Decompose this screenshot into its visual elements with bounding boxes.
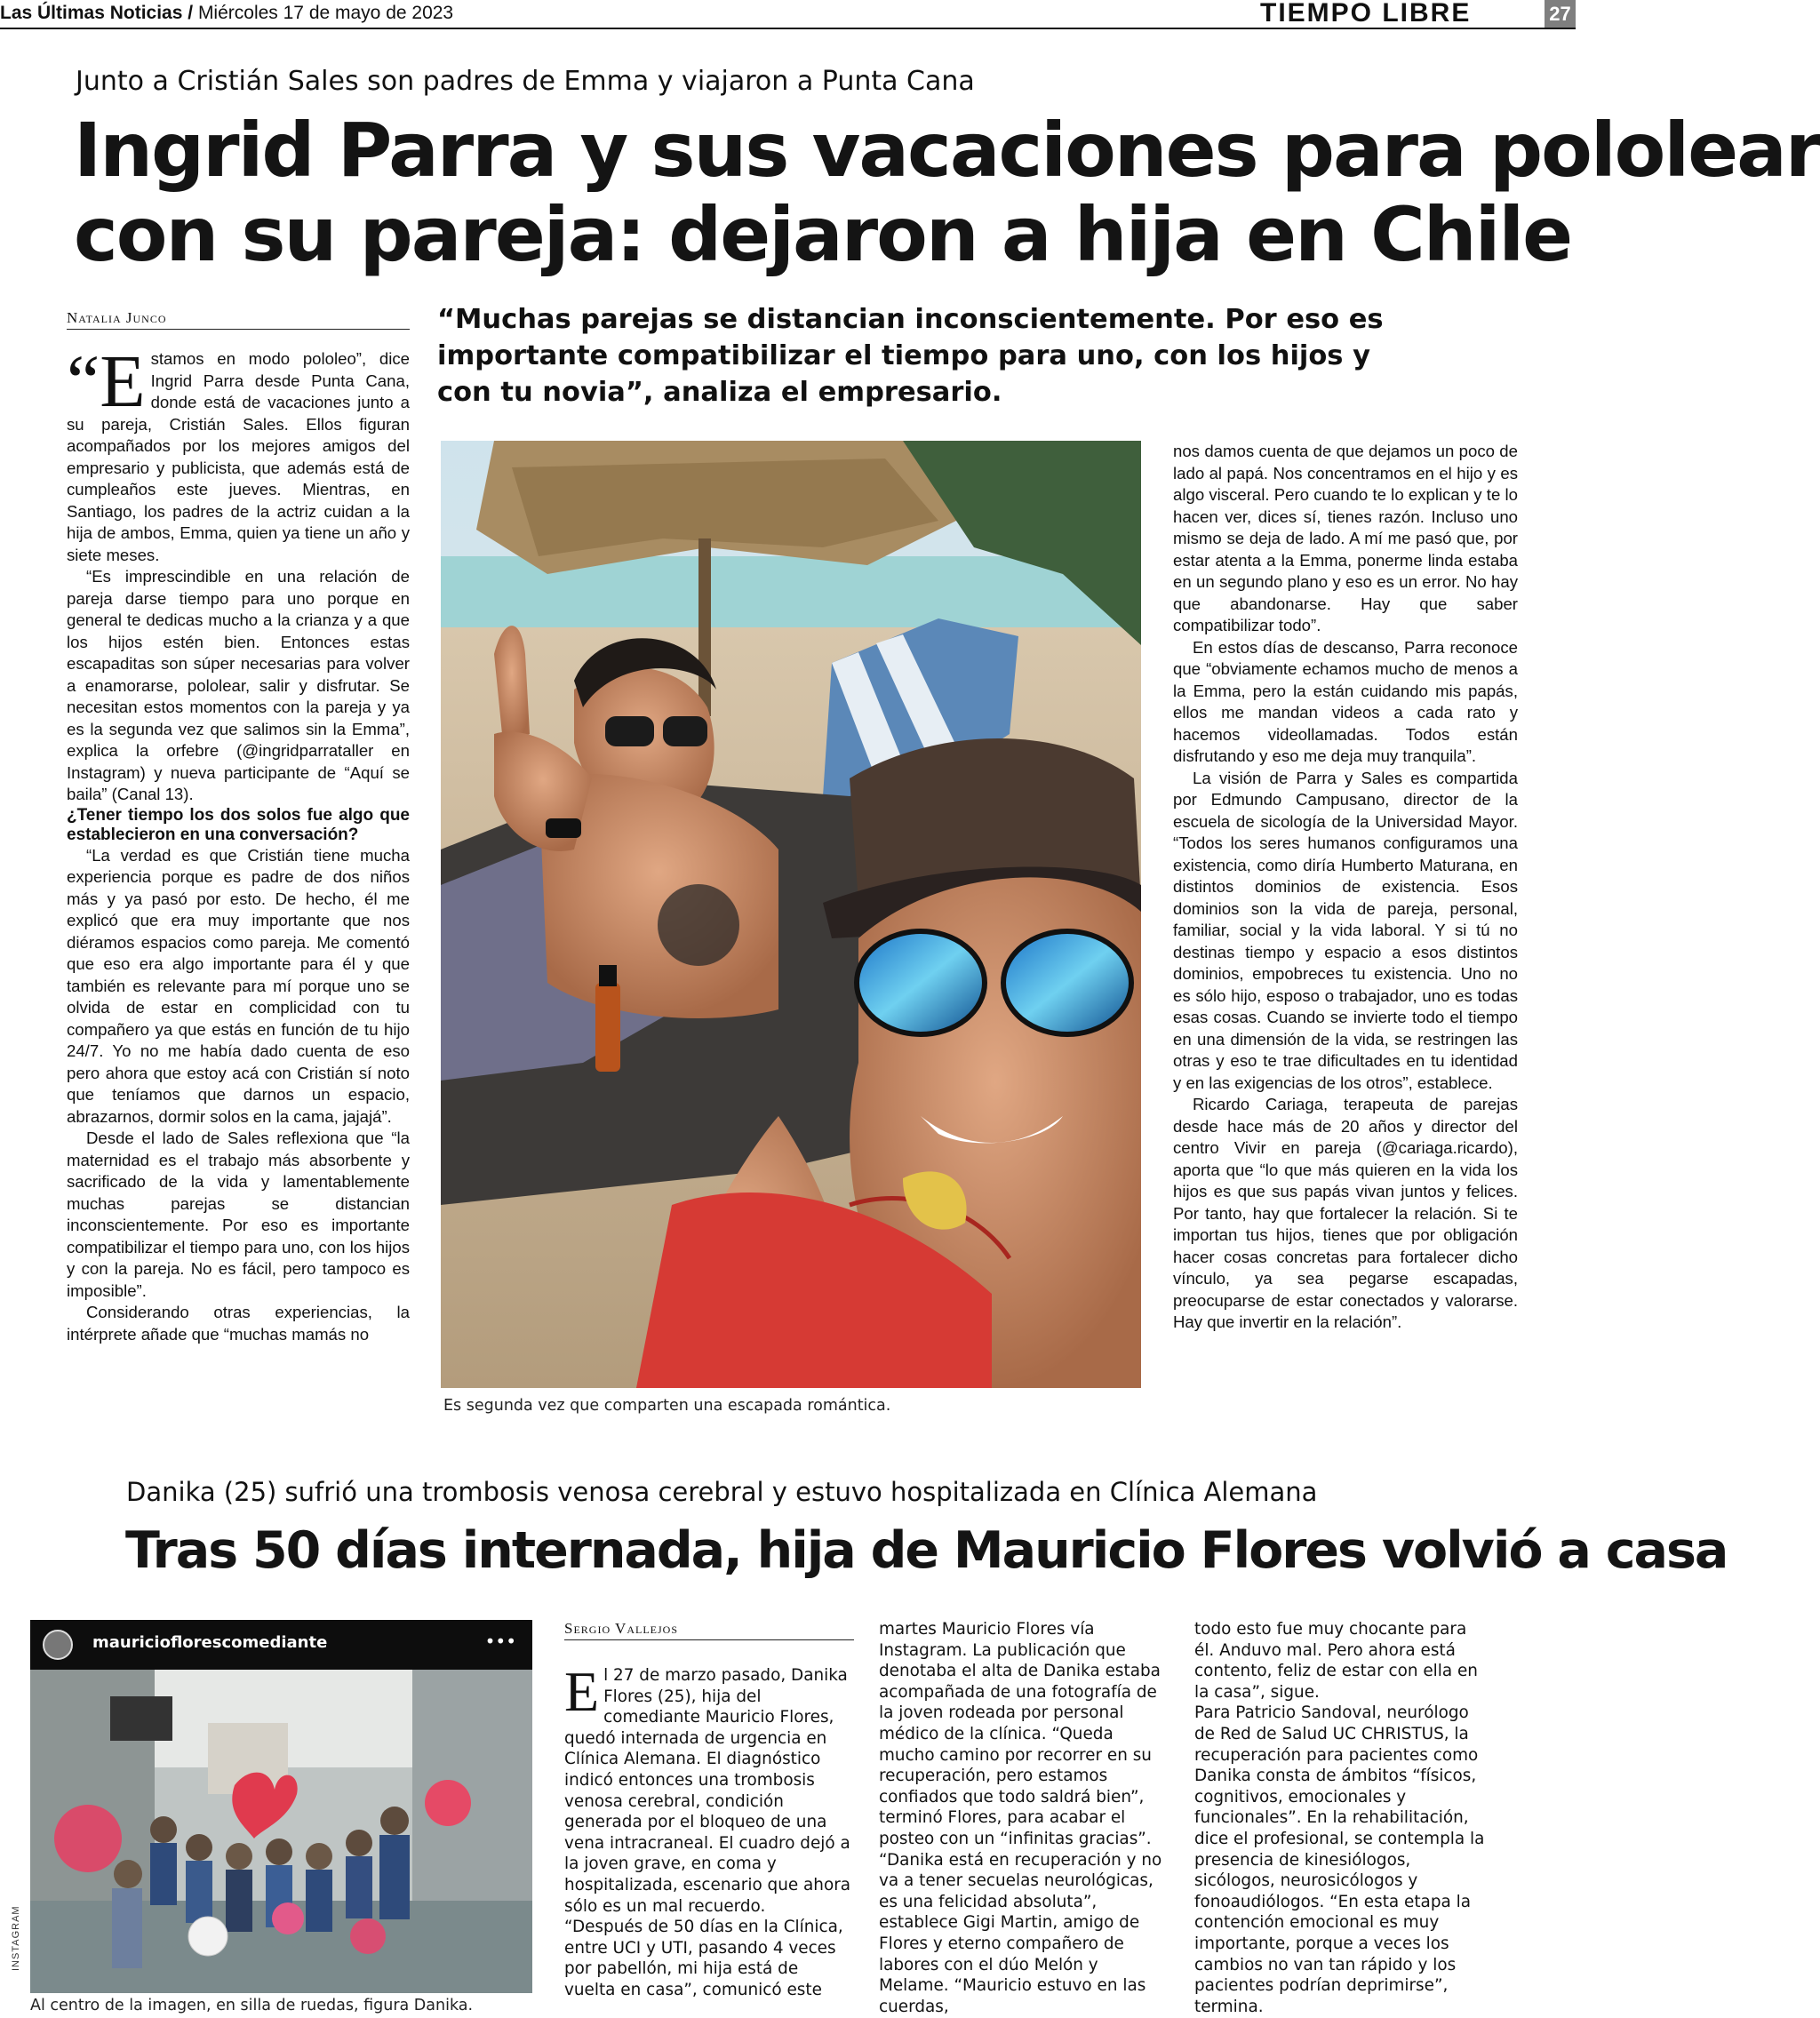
article2-column-3: [1194, 1619, 1488, 2018]
article2-headline: Tras 50 días internada, hija de Mauricio Flores volvió a casa: [125, 1521, 1728, 1580]
article2-photo-caption: Al centro de la imagen, en silla de ruedas, figura Danika.: [30, 1997, 474, 2014]
article1-dropcap: “E: [67, 340, 146, 423]
avatar: [43, 1630, 73, 1660]
section-title: TIEMPO LIBRE: [1260, 0, 1472, 28]
article1-headline-line1: Ingrid Parra y sus vacaciones para pololear: [74, 107, 1820, 194]
article1-paragraph: Desde el lado de Sales reflexiona que “la maternidad es el trabajo más absorbente y sacrificado de la vida y lamentablemente muchas parejas se distancian inconscientemente. Por eso es importante compatibilizar el tiempo para uno, con los hijos y con la pareja. No es fácil, pero tampoco es imposible”.: [67, 1129, 410, 1300]
article1-paragraph: “La verdad es que Cristián tiene mucha experiencia porque es padre de dos niños más y ya pasó por esto. De hecho, él me explicó que era muy importante que nos diéramos espacios como pareja. Me comentó que eso era algo importante para él y que también es relevante para mí porque uno se olvida de estar en complicidad con tu compañero ya que estás en función de tu hijo 24/7. Yo no me había dado cuenta de eso pero ahora que estoy acá con Cristián sí noto que teníamos que darnos un espacio, abrazarnos, dormir solos en la cama, jajajá”.: [67, 845, 410, 1126]
article2-paragraph: “Danika está en recuperación y no va a tener secuelas neurológicas, es una felicidad absoluta”, establece Gigi Martin, amigo de Flores y eterno compañero de labores con el dúo Melón y Melame. “Mauricio estuvo en las cuerdas,: [879, 1850, 1162, 2016]
article2-byline: Sergio Vallejos: [564, 1620, 854, 1640]
article2-paragraph: l 27 de marzo pasado, Danika Flores (25), hija del comediante Mauricio Flores, quedó internada de urgencia en Clínica Alemana. El diagnóstico indicó entonces una trombosis venosa cerebral, condición generada por el bloqueo de una vena intracraneal. El cuadro dejó a la joven grave, en coma y hospitalizada, escenario que ahora sólo es un mal recuerdo.: [564, 1666, 851, 1916]
article2-paragraph: martes Mauricio Flores vía Instagram. La publicación que denotaba el alta de Danika estaba acompañada de una fotografía de la joven rodeada por personal médico de la clínica. “Queda mucho camino por recorrer en su recuperación, pero estamos confiados que todo saldrá bien”, terminó Flores, para acabar el posteo con un “infinitas gracias”.: [879, 1620, 1161, 1848]
instagram-post-header: [30, 1620, 532, 1670]
article2-column-2: [879, 1619, 1169, 2018]
article1-photo: [441, 441, 1141, 1388]
article1-pullquote: “Muchas parejas se distancian inconscientemente. Por eso es importante compatibilizar el tiempo para uno, con los hijos y con tu novia”, analiza el empresario.: [437, 304, 1384, 408]
article2-dropcap: E: [564, 1660, 600, 1723]
article2-paragraph: todo esto fue muy chocante para él. Anduvo mal. Pero ahora está contento, feliz de estar con ella en la casa”, sigue.: [1194, 1620, 1478, 1702]
article1-headline-line2: con su pareja: dejaron a hija en Chile: [74, 191, 1572, 278]
article1-headline: [74, 108, 1820, 277]
hospital-staff-image: [30, 1670, 532, 1993]
beach-selfie-image: [441, 441, 1141, 1388]
header-rule: [0, 28, 1576, 29]
article1-byline: Natalia Junco: [67, 309, 410, 330]
photo-credit: INSTAGRAM: [11, 1905, 21, 1971]
article1-kicker: Junto a Cristián Sales son padres de Emma y viajaron a Punta Cana: [76, 66, 975, 97]
issue-date: Miércoles 17 de mayo de 2023: [197, 3, 454, 23]
article2-kicker: Danika (25) sufrió una trombosis venosa cerebral y estuvo hospitalizada en Clínica Alemana: [126, 1477, 1318, 1507]
article2-paragraph: Para Patricio Sandoval, neurólogo de Red de Salud UC CHRISTUS, la recuperación para pacientes como Danika consta de ámbitos “físicos, cognitivos, emocionales y funcionales”. En la rehabilitación, dice el profesional, se contempla la presencia de kinesiólogos, sicólogos, neurosicólogos y fonoaudiólogos. “En esta etapa la contención emocional es muy importante, porque a veces los cambios no van tan rápido y los pacientes podrían deprimirse”, termina.: [1194, 1703, 1485, 2016]
article2-column-1: [564, 1660, 854, 2018]
article1-paragraph: En estos días de descanso, Parra reconoce que “obviamente echamos mucho de menos a la Emma, pero la están cuidando mis papás, ellos me mandan videos a cada rato y hacemos videollamadas. Todos están disfrutando y eso me deja muy tranquila”.: [1173, 637, 1518, 765]
article1-question: ¿Tener tiempo los dos solos fue algo que establecieron en una conversación?: [67, 805, 410, 844]
page-number: 27: [1545, 0, 1576, 28]
newspaper-name: Las Últimas Noticias: [0, 3, 183, 23]
article1-column-1: [67, 340, 410, 1415]
article1-paragraph: La visión de Parra y Sales es compartida por Edmundo Campusano, director de la escuela de sicología de la Universidad Mayor. “Todos los seres humanos configuramos una existencia, como diría Humberto Maturana, en distintos dominios de existencia. Esos dominios son la vida de pareja, personal, familiar, social y la vida laboral. Y si tú no destinas tiempo y espacio a esos distintos dominios, empobreces tu existencia. Uno no es sólo hijo, esposo o trabajador, uno es todas esas cosas. Cuando se invierte todo el tiempo en una dimensión de la vida, se restringen las otras y eso te trae dificultades en tu identidad y en las exigencias de los otros”, establece.: [1173, 768, 1518, 1092]
article1-paragraph: nos damos cuenta de que dejamos un poco de lado al papá. Nos concentramos en el hijo y es algo visceral. Pero cuando te lo explican y te lo hacen ver, dices sí, tienes razón. Incluso uno mismo se deja de lado. A mí me pasó que, por estar atenta a la Emma, ponerme linda estaba en un segundo plano y eso es un error. No hay que abandonarse. Hay que saber compatibilizar todo”.: [1173, 442, 1518, 634]
article1-photo-caption: Es segunda vez que comparten una escapada romántica.: [443, 1397, 891, 1415]
masthead: [0, 3, 453, 24]
article1-paragraph: Considerando otras experiencias, la intérprete añade que “muchas mamás no: [67, 1303, 410, 1344]
article1-paragraph: stamos en modo pololeo”, dice Ingrid Parra desde Punta Cana, donde está de vacaciones junto a su pareja, Cristián Sales. Ellos figuran acompañados por los mejores amigos del empresario y publicista, que además está de cumpleaños este jueves. Mientras, en Santiago, los padres de la actriz cuidan a la hija de ambos, Emma, quien ya tiene un año y siete meses.: [67, 349, 410, 564]
article1-paragraph: “Es imprescindible en una relación de pareja darse tiempo para uno porque en general te dedicas mucho a la crianza y a que los hijos estén bien. Entonces estas escapaditas son súper necesarias para volver a enamorarse, pololear, salir y disfrutar. Se necesitan estos momentos con la pareja y ya es la segunda vez que salimos sin la Emma”, explica la orfebre (@ingridparrataller en Instagram) y nueva participante de “Aquí se baila” (Canal 13).: [67, 567, 410, 803]
more-options-icon: •••: [484, 1631, 516, 1652]
article2-paragraph: “Después de 50 días en la Clínica, entre UCI y UTI, pasando 4 veces por pabellón, mi hija está de vuelta en casa”, comunicó este: [564, 1918, 843, 1999]
instagram-handle: mauricioflorescomediante: [92, 1633, 328, 1652]
article1-paragraph: Ricardo Cariaga, terapeuta de parejas desde hace más de 20 años y director del centro Vivir en pareja (@cariaga.ricardo), aporta que “lo que más quieren en la vida los hijos es que sus papás vivan juntos y felices. Por tanto, hay que fortalecer la relación. Si te importan tus hijos, tienes que por obligación hacer cosas concretas para fortalecer dicho vínculo, ya sea pegarse escapadas, preocuparse de estar conectados y valorarse. Hay que invertir en la relación”.: [1173, 1095, 1518, 1331]
header-separator: /: [188, 3, 194, 23]
article1-column-3: [1173, 441, 1518, 1427]
article2-instagram-post: [30, 1620, 532, 1993]
